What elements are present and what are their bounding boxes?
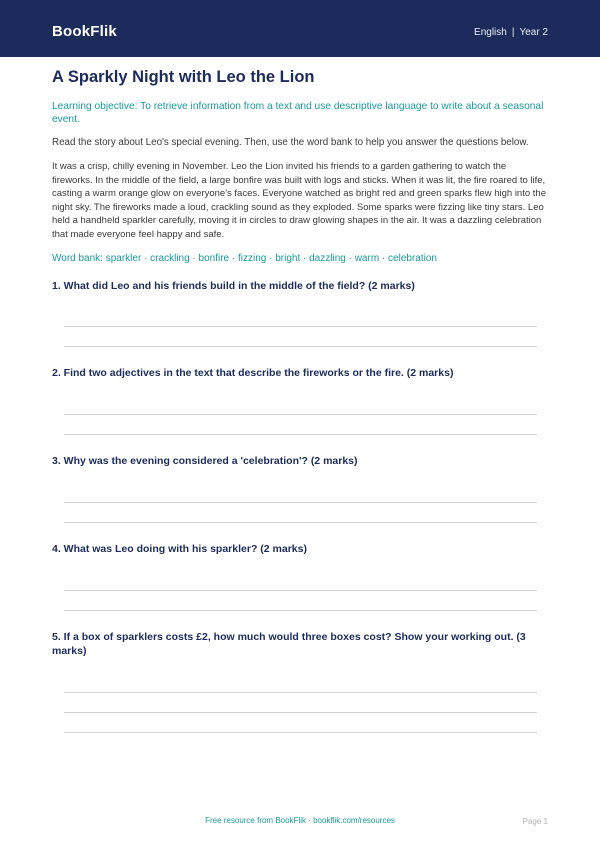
answer-line[interactable] [64, 346, 537, 347]
brand-logo: BookFlik [52, 23, 117, 40]
subject-year-label [474, 27, 548, 38]
answer-line[interactable] [64, 414, 537, 415]
year-label: Year 2 [519, 27, 548, 38]
answer-line[interactable] [64, 610, 537, 611]
question-4: 4. What was Leo doing with his sparkler? (2 marks) [52, 543, 307, 555]
story-text: It was a crisp, chilly evening in November. Leo the Lion invited his friends to a garden gathering to watch the fireworks. In the middle of the field, a large bonfire was built with logs and sticks. When it was lit, the fire roared to life, casting a warm orange glow on everyone's faces. Everyone watched as bright red and green sparks flew high into the night sky. The fireworks made a loud, crackling sound as they exploded. Some sparks were fizzing like tiny stars. Leo held a handheld sparkler carefully, moving it in circles to draw glowing shapes in the air. It was a dazzling celebration that made everyone feel happy and safe. [52, 161, 546, 240]
page-header [0, 0, 600, 57]
page-number: Page 1 [522, 817, 548, 826]
instructions: Read the story about Leo's special evening. Then, use the word bank to help you answer the questions below. [52, 137, 529, 148]
answer-line[interactable] [64, 732, 537, 733]
learning-objective: Learning objective: To retrieve information from a text and use descriptive language to write about a seasonal event. [52, 101, 544, 125]
question-1: 1. What did Leo and his friends build in the middle of the field? (2 marks) [52, 280, 415, 292]
subject-label: English [474, 27, 507, 38]
meta-separator: | [511, 27, 515, 38]
worksheet-intro [52, 62, 548, 265]
question-5: 5. If a box of sparklers costs £2, how much would three boxes cost? Show your working out. (3 marks) [52, 631, 526, 657]
word-bank: Word bank: sparkler · crackling · bonfire · fizzing · bright · dazzling · warm · celebration [52, 252, 437, 264]
footer-credit: Free resource from BookFlik · bookflik.com/resources [205, 816, 395, 825]
answer-line[interactable] [64, 522, 537, 523]
answer-line[interactable] [64, 326, 537, 327]
answer-line[interactable] [64, 712, 537, 713]
answer-line[interactable] [64, 590, 537, 591]
answer-line[interactable] [64, 692, 537, 693]
worksheet-title: A Sparkly Night with Leo the Lion [52, 68, 315, 86]
answer-line[interactable] [64, 434, 537, 435]
question-2: 2. Find two adjectives in the text that describe the fireworks or the fire. (2 marks) [52, 367, 454, 379]
question-3: 3. Why was the evening considered a 'celebration'? (2 marks) [52, 455, 358, 467]
answer-line[interactable] [64, 502, 537, 503]
